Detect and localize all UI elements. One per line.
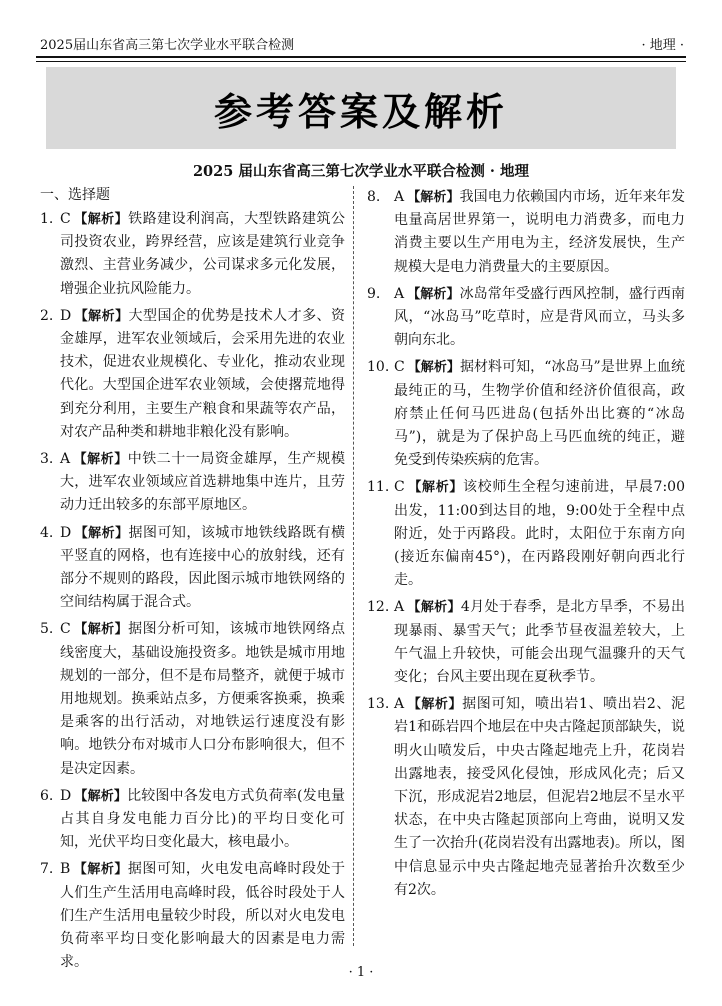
answer-item xyxy=(40,785,345,855)
analysis-text: 4月处于春季，是北方旱季，不易出现暴雨、暴雪天气；此季节昼夜温差较大，上午气温上升较快，可能会出现气温骤升的天气变化；台风主要出现在夏秋季节。 xyxy=(394,599,685,686)
document-subtitle: 2025 届山东省高三第七次学业水平联合检测 · 地理 xyxy=(192,163,530,180)
answer-item xyxy=(367,283,685,353)
item-body xyxy=(60,522,345,615)
analysis-text: 据图可知，喷出岩1、喷出岩2、泥岩1和砾岩四个地层在中央古隆起顶部缺失，说明火山喷发后，中央古隆起地壳上升，花岗岩出露地表，接受风化侵蚀，形成风化壳；后又下沉，形成泥岩2地层，但泥岩2地层不呈水平状态，在中央古隆起顶部向上弯曲，说明又发生了一次抬升(花岗岩没有出露地表)。所以，图中信息显示中央古隆起地壳显著抬升次数至少有2次。 xyxy=(394,696,685,898)
analysis-tag: 【解析】 xyxy=(407,697,463,713)
answer-letter: A xyxy=(394,189,405,205)
item-number: 2. xyxy=(40,307,54,324)
answer-item xyxy=(40,208,345,301)
analysis-tag: 【解析】 xyxy=(407,600,461,616)
answer-letter: A xyxy=(394,696,405,713)
analysis-text: 据图可知，该城市地铁线路既有横平竖直的网格，也有连接中心的放射线，还有部分不规则的路段，因此图示城市地铁网络的空间结构属于混合式。 xyxy=(60,524,345,611)
item-body xyxy=(60,305,345,444)
item-number: 5. xyxy=(40,621,54,638)
answer-letter: C xyxy=(60,621,71,638)
item-body xyxy=(394,186,685,279)
answer-letter: A xyxy=(394,285,405,302)
answer-item xyxy=(40,858,345,974)
analysis-tag: 【解析】 xyxy=(407,480,464,496)
item-body xyxy=(394,693,685,902)
right-answer-list xyxy=(367,186,685,902)
analysis-tag: 【解析】 xyxy=(74,525,129,541)
item-body xyxy=(394,356,685,472)
item-number: 6. xyxy=(40,787,54,804)
analysis-text: 铁路建设利润高，大型铁路建筑公司投资农业，跨界经营，应该是建筑行业竞争激烈、主营业务减少，公司谋求多元化发展，增强企业抗风险能力。 xyxy=(60,211,345,297)
analysis-tag: 【解析】 xyxy=(73,622,129,638)
item-body xyxy=(60,618,345,780)
answer-item xyxy=(367,476,685,592)
item-number: 10. xyxy=(367,359,390,376)
answer-item xyxy=(367,596,685,689)
answer-letter: A xyxy=(60,451,71,468)
answer-item xyxy=(40,305,345,444)
analysis-text: 据图可知，火电发电高峰时段处于人们生产生活用电高峰时段，低谷时段处于人们生产生活用电量较少时段，所以对火电发电负荷率平均日变化影响最大的因素是电力需求。 xyxy=(60,861,345,971)
answer-item xyxy=(40,448,345,518)
analysis-tag: 【解析】 xyxy=(73,862,128,878)
analysis-tag: 【解析】 xyxy=(74,308,129,324)
item-body xyxy=(394,283,685,353)
analysis-tag: 【解析】 xyxy=(407,190,460,205)
analysis-text: 冰岛常年受盛行西风控制，盛行西南风，“冰岛马”吃草时，应是背风而立，马头多朝向东北。 xyxy=(394,285,685,349)
answer-letter: C xyxy=(60,211,71,227)
item-number: 1. xyxy=(40,211,54,227)
analysis-text: 据材料可知，“冰岛马”是世界上血统最纯正的马，生物学价值和经济价值很高，政府禁止任何马匹进岛(包括外出比赛的“冰岛马”)，就是为了保护岛上马匹血统的纯正，避免受到传染疾病的危害。 xyxy=(394,359,685,469)
section-title: 一、选择题 xyxy=(40,187,110,203)
item-body xyxy=(60,448,345,518)
answer-letter: B xyxy=(60,861,71,878)
analysis-text: 比较图中各发电方式负荷率(发电量占其自身发电能力百分比)的平均日变化可知，光伏平均日变化最大，核电最小。 xyxy=(60,787,345,851)
answer-letter: C xyxy=(394,479,405,496)
item-number: 7. xyxy=(40,861,54,878)
answer-item xyxy=(367,356,685,472)
item-number: 9. xyxy=(367,285,381,302)
item-body xyxy=(60,858,345,974)
item-number: 4. xyxy=(40,524,54,541)
analysis-text: 中铁二十一局资金雄厚，生产规模大，进军农业领域应首选耕地集中连片，且劳动力迁出较多的东部平原地区。 xyxy=(60,451,345,514)
header-rule-thick xyxy=(36,56,686,58)
answer-letter: A xyxy=(394,599,405,616)
answer-item xyxy=(40,618,345,780)
analysis-tag: 【解析】 xyxy=(407,286,460,302)
item-number: 11. xyxy=(367,479,390,496)
analysis-tag: 【解析】 xyxy=(74,788,128,804)
analysis-text: 该校师生全程匀速前进，早晨7:00出发，11:00到达目的地，9:00处于全程中点附近，处于丙路段。此时，太阳位于东南方向(接近东偏南45°)，在丙路段刚好朝向西北行走。 xyxy=(394,479,685,589)
item-body xyxy=(60,785,345,855)
analysis-text: 我国电力依赖国内市场，近年来年发电量高居世界第一，说明电力消费多，而电力消费主要以生产用电为主，经济发展快，生产规模大是电力消费量大的主要原因。 xyxy=(394,189,685,275)
answer-letter: D xyxy=(60,307,72,324)
analysis-tag: 【解析】 xyxy=(73,212,129,227)
analysis-text: 据图分析可知，该城市地铁网络点线密度大，基础设施投资多。地铁是城市用地规划的一部分，但不是布局整齐，就便于城市用地规划。换乘站点多，方便乘客换乘，换乘是乘客的出行活动，对地铁运行速度没有影响。地铁分布对城市人口分布影响很大，但不是决定因素。 xyxy=(60,621,345,777)
answer-letter: D xyxy=(60,524,72,541)
right-column xyxy=(367,186,685,906)
running-header-title: 2025届山东省高三第七次学业水平联合检测 xyxy=(40,38,295,53)
column-divider xyxy=(353,186,354,946)
header-rule-thin xyxy=(36,61,686,62)
answer-item xyxy=(367,186,685,279)
item-number: 3. xyxy=(40,451,54,468)
answer-item xyxy=(367,693,685,902)
answer-letter: D xyxy=(60,787,72,804)
left-column xyxy=(40,186,345,979)
item-number: 12. xyxy=(367,599,390,616)
running-header-subject: · 地理 · xyxy=(641,38,684,53)
title-banner xyxy=(46,67,676,149)
item-body xyxy=(60,208,345,301)
answer-letter: C xyxy=(394,359,405,376)
banner-title: 参考答案及解析 xyxy=(213,89,508,134)
answer-item xyxy=(40,522,345,615)
item-body xyxy=(394,476,685,592)
analysis-text: 大型国企的优势是技术人才多、资金雄厚，进军农业领域后，会采用先进的农业技术，促进农业规模化、专业化，推动农业现代化。大型国企进军农业领域，会使撂荒地得到充分利用，主要生产粮食和果蔬等农产品，对农产品种类和耕地非粮化没有影响。 xyxy=(60,307,345,440)
item-number: 13. xyxy=(367,696,390,713)
item-number: 8. xyxy=(367,189,381,205)
left-answer-list xyxy=(40,208,345,975)
analysis-tag: 【解析】 xyxy=(73,452,128,468)
page-number: · 1 · xyxy=(348,965,374,980)
item-body xyxy=(394,596,685,689)
analysis-tag: 【解析】 xyxy=(407,360,460,376)
